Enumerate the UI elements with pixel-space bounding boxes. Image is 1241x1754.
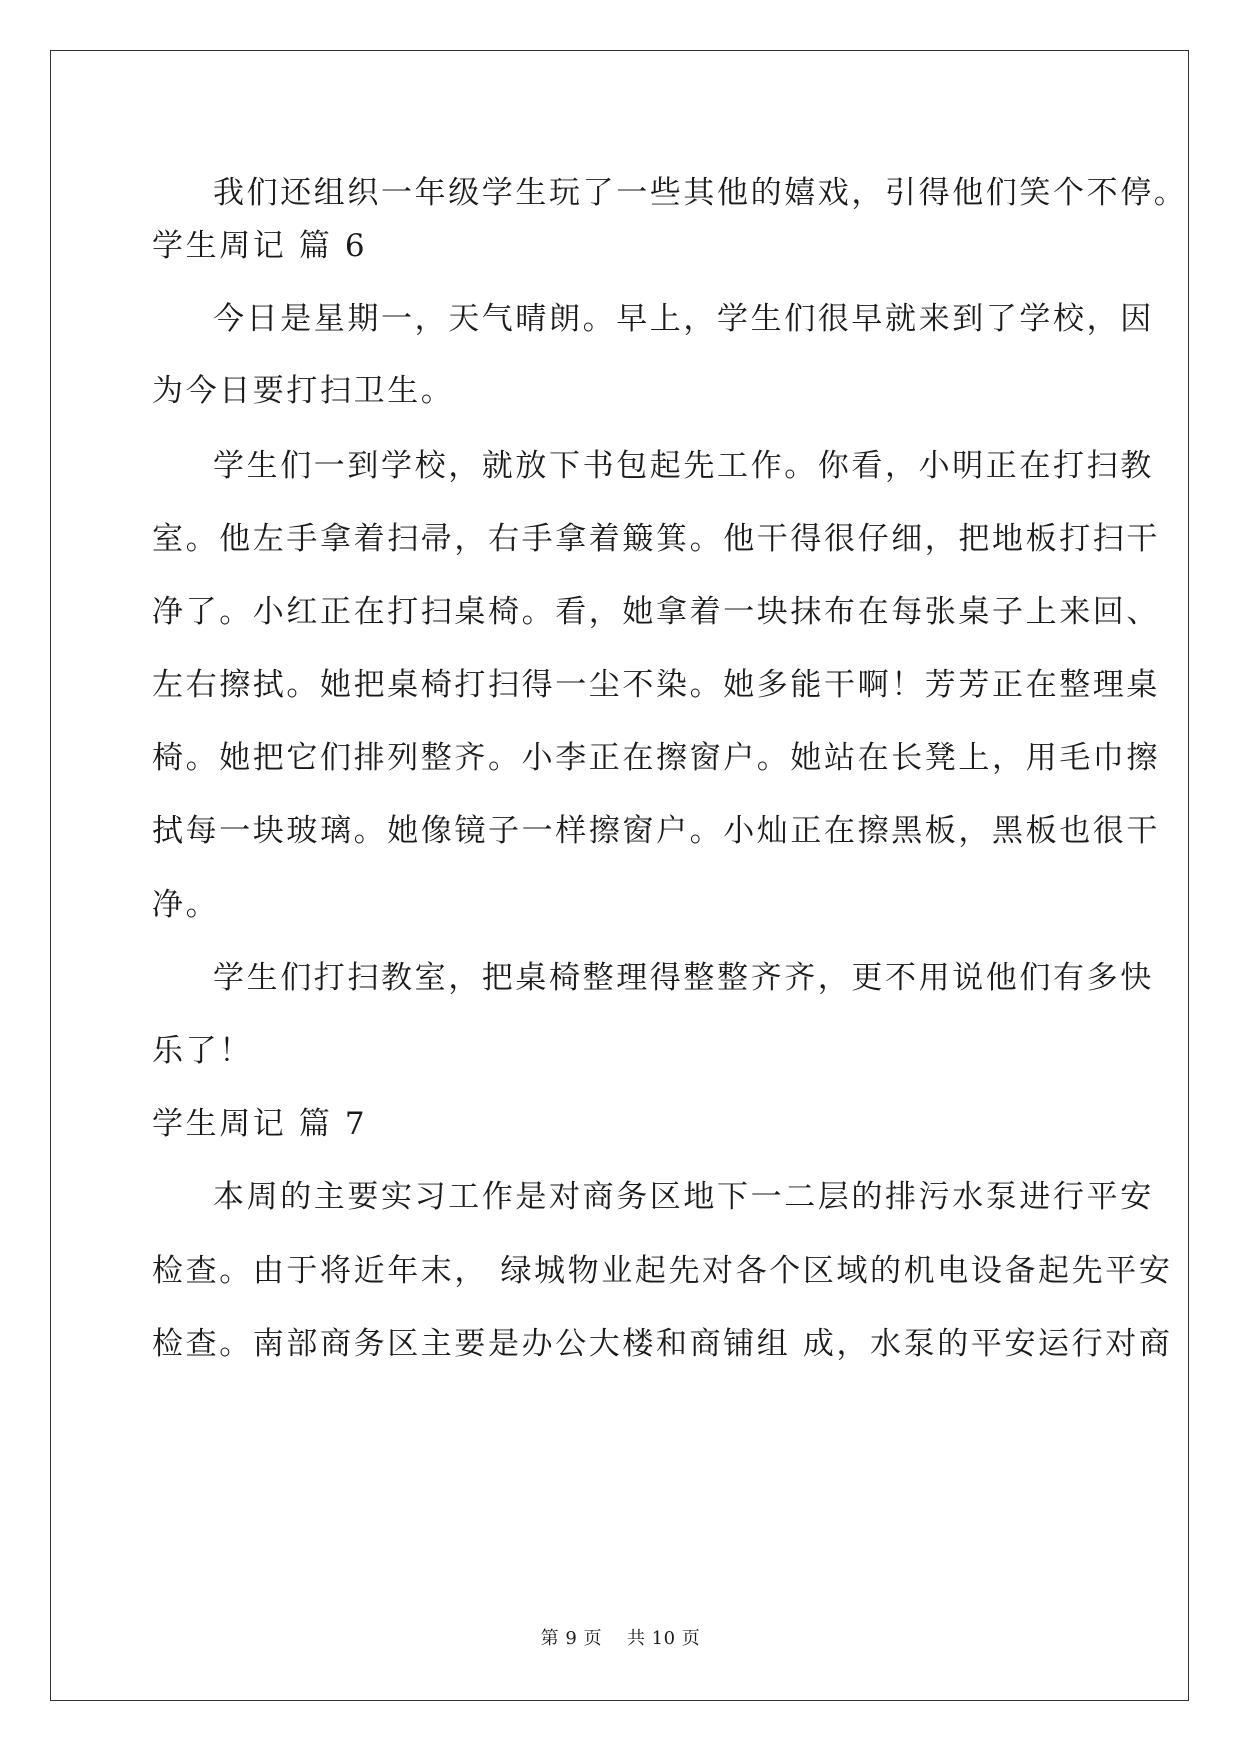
page-number-footer: 第 9 页 共 10 页	[540, 1628, 701, 1649]
paragraph-line: 本周的主要实习工作是对商务区地下一二层的排污水泵进行平安	[213, 1179, 1154, 1215]
paragraph-line: 乐了！	[152, 1033, 253, 1069]
paragraph-line: 检查。由于将近年末， 绿城物业起先对各个区域的机电设备起先平安	[152, 1253, 1173, 1289]
paragraph-line: 左右擦拭。她把桌椅打扫得一尘不染。她多能干啊！芳芳正在整理桌	[152, 667, 1160, 703]
paragraph-line: 净了。小红正在打扫桌椅。看，她拿着一块抹布在每张桌子上来回、	[152, 594, 1160, 630]
paragraph-line: 学生们一到学校，就放下书包起先工作。你看，小明正在打扫教	[213, 448, 1154, 484]
paragraph-line: 我们还组织一年级学生玩了一些其他的嬉戏，引得他们笑个不停。	[213, 175, 1188, 211]
paragraph-line: 拭每一块玻璃。她像镜子一样擦窗户。小灿正在擦黑板，黑板也很干	[152, 813, 1160, 849]
paragraph-line: 为今日要打扫卫生。	[152, 373, 455, 409]
section-heading: 学生周记 篇 6	[152, 228, 368, 264]
page-border	[50, 50, 1189, 1701]
paragraph-line: 学生们打扫教室，把桌椅整理得整整齐齐，更不用说他们有多快	[213, 960, 1154, 996]
paragraph-line: 椅。她把它们排列整齐。小李正在擦窗户。她站在长凳上，用毛巾擦	[152, 740, 1160, 776]
paragraph-line: 今日是星期一，天气晴朗。早上，学生们很早就来到了学校，因	[213, 301, 1154, 337]
paragraph-line: 净。	[152, 887, 220, 923]
section-heading: 学生周记 篇 7	[152, 1106, 368, 1142]
paragraph-line: 室。他左手拿着扫帚，右手拿着簸箕。他干得很仔细，把地板打扫干	[152, 521, 1160, 557]
paragraph-line: 检查。南部商务区主要是办公大楼和商铺组 成，水泵的平安运行对商	[152, 1326, 1173, 1362]
